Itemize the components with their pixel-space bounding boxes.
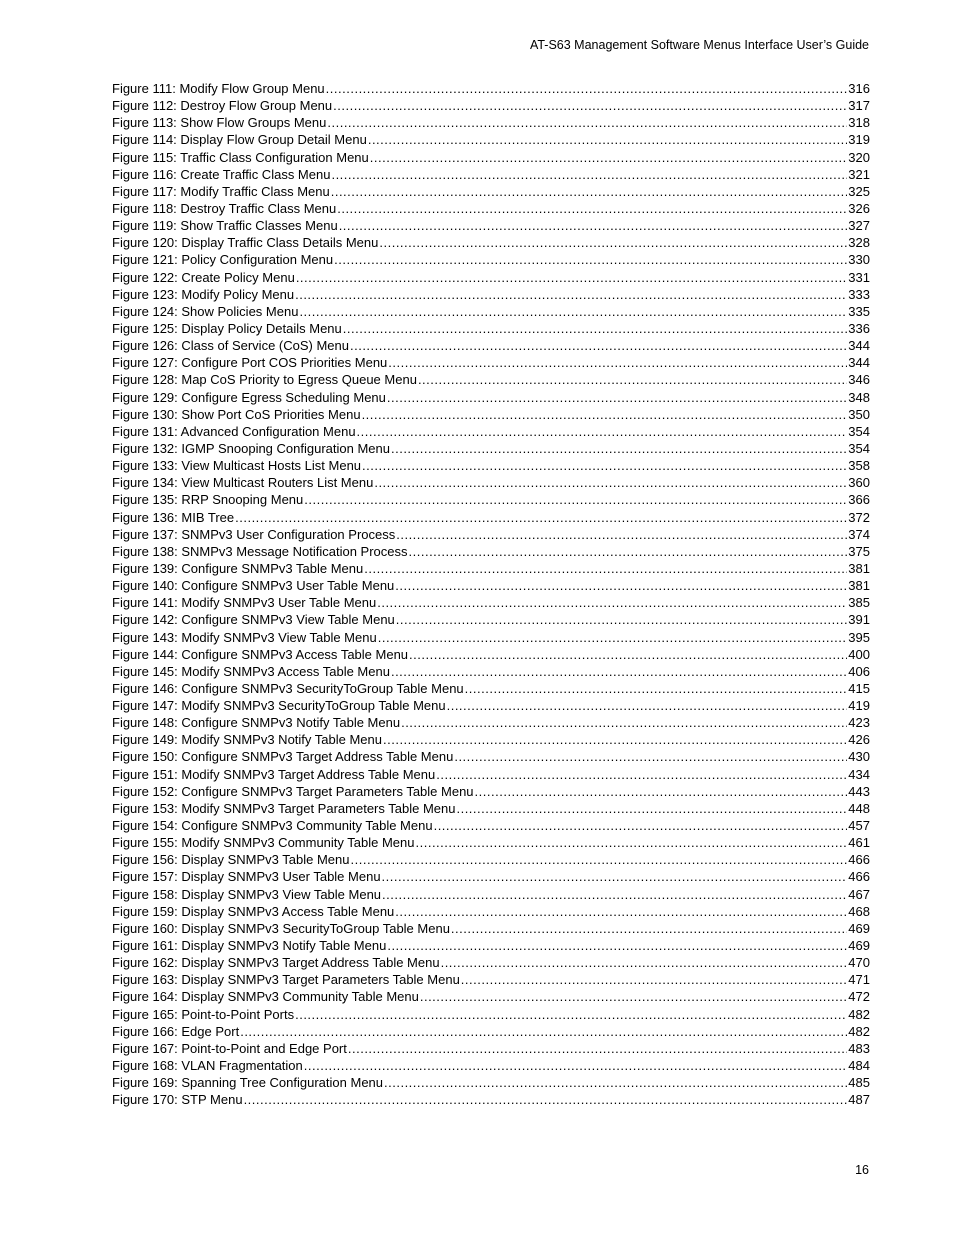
dot-leader <box>454 748 847 765</box>
toc-entry-label: Figure 124: Show Policies Menu <box>112 303 299 319</box>
dot-leader <box>348 1040 847 1057</box>
dot-leader <box>327 114 847 131</box>
toc-entry-label: Figure 133: View Multicast Hosts List Menu <box>112 458 362 474</box>
toc-entry-page: 471 <box>848 972 870 988</box>
toc-entry-page: 468 <box>848 903 870 919</box>
toc-entry-page: 344 <box>848 338 870 354</box>
toc-entry-page: 385 <box>848 595 870 611</box>
dot-leader <box>374 474 847 491</box>
toc-entry-label: Figure 144: Configure SNMPv3 Access Table Menu <box>112 646 409 662</box>
dot-leader <box>350 337 847 354</box>
toc-entry-page: 484 <box>848 1058 870 1074</box>
toc-entry[interactable] <box>112 217 870 234</box>
toc-entry[interactable] <box>112 1006 870 1023</box>
toc-entry[interactable] <box>112 423 870 440</box>
toc-entry-page: 366 <box>848 492 870 508</box>
toc-entry-page: 374 <box>848 526 870 542</box>
toc-entry-page: 391 <box>848 612 870 628</box>
dot-leader <box>409 543 848 560</box>
dot-leader <box>391 440 847 457</box>
toc-entry-label: Figure 148: Configure SNMPv3 Notify Table Menu <box>112 715 401 731</box>
page-number: 16 <box>855 1163 869 1177</box>
toc-entry-label: Figure 147: Modify SNMPv3 SecurityToGroup Table Menu <box>112 698 446 714</box>
toc-entry[interactable] <box>112 714 870 731</box>
list-of-figures <box>112 80 870 1108</box>
toc-entry-label: Figure 145: Modify SNMPv3 Access Table Menu <box>112 663 390 679</box>
toc-entry-page: 319 <box>848 132 870 148</box>
toc-entry-label: Figure 163: Display SNMPv3 Target Parameters Table Menu <box>112 972 460 988</box>
toc-entry-label: Figure 152: Configure SNMPv3 Target Parameters Table Menu <box>112 783 474 799</box>
toc-entry-page: 461 <box>848 835 870 851</box>
toc-entry-label: Figure 142: Configure SNMPv3 View Table Menu <box>112 612 395 628</box>
toc-entry-page: 466 <box>848 852 870 868</box>
toc-entry-label: Figure 143: Modify SNMPv3 View Table Menu <box>112 629 377 645</box>
dot-leader <box>364 560 847 577</box>
toc-entry-page: 326 <box>848 200 870 216</box>
dot-leader <box>396 611 848 628</box>
toc-entry-label: Figure 127: Configure Port COS Priorities Menu <box>112 355 388 371</box>
toc-entry-page: 482 <box>848 1023 870 1039</box>
toc-entry-page: 469 <box>848 920 870 936</box>
toc-entry[interactable] <box>112 663 870 680</box>
dot-leader <box>436 766 847 783</box>
toc-entry-label: Figure 135: RRP Snooping Menu <box>112 492 304 508</box>
toc-entry-page: 426 <box>848 732 870 748</box>
toc-entry-page: 381 <box>848 578 870 594</box>
toc-entry-page: 331 <box>848 269 870 285</box>
toc-entry[interactable] <box>112 509 870 526</box>
toc-entry-label: Figure 121: Policy Configuration Menu <box>112 252 334 268</box>
toc-entry[interactable] <box>112 783 870 800</box>
toc-entry[interactable] <box>112 748 870 765</box>
toc-entry-label: Figure 158: Display SNMPv3 View Table Menu <box>112 886 382 902</box>
toc-entry-label: Figure 167: Point-to-Point and Edge Port <box>112 1040 347 1056</box>
dot-leader <box>362 457 847 474</box>
toc-entry-label: Figure 134: View Multicast Routers List Menu <box>112 475 374 491</box>
toc-entry-label: Figure 146: Configure SNMPv3 SecurityToGroup Table Menu <box>112 680 464 696</box>
dot-leader <box>368 131 847 148</box>
toc-entry-page: 430 <box>848 749 870 765</box>
dot-leader <box>333 97 847 114</box>
toc-entry[interactable] <box>112 1023 870 1040</box>
dot-leader <box>388 354 847 371</box>
toc-entry-label: Figure 153: Modify SNMPv3 Target Parameters Table Menu <box>112 800 456 816</box>
toc-entry-label: Figure 131: Advanced Configuration Menu <box>112 423 356 439</box>
toc-entry-page: 472 <box>848 989 870 1005</box>
toc-entry-page: 381 <box>848 560 870 576</box>
dot-leader <box>299 303 847 320</box>
toc-entry-page: 375 <box>848 543 870 559</box>
toc-entry-label: Figure 141: Modify SNMPv3 User Table Menu <box>112 595 377 611</box>
toc-entry-page: 316 <box>848 81 870 96</box>
toc-entry-page: 318 <box>848 115 870 131</box>
toc-entry[interactable] <box>112 1091 870 1108</box>
toc-entry-label: Figure 166: Edge Port <box>112 1023 240 1039</box>
toc-entry-label: Figure 113: Show Flow Groups Menu <box>112 115 327 131</box>
toc-entry[interactable] <box>112 149 870 166</box>
dot-leader <box>331 183 848 200</box>
dot-leader <box>475 783 848 800</box>
toc-entry-label: Figure 116: Create Traffic Class Menu <box>112 166 331 182</box>
toc-entry[interactable] <box>112 200 870 217</box>
toc-entry[interactable] <box>112 543 870 560</box>
dot-leader <box>461 971 848 988</box>
toc-entry[interactable] <box>112 731 870 748</box>
toc-entry-page: 423 <box>848 715 870 731</box>
dot-leader <box>295 286 847 303</box>
toc-entry-page: 327 <box>848 218 870 234</box>
toc-entry[interactable] <box>112 389 870 406</box>
toc-entry[interactable] <box>112 166 870 183</box>
toc-entry[interactable] <box>112 1040 870 1057</box>
dot-leader <box>295 1006 847 1023</box>
toc-entry-page: 406 <box>848 663 870 679</box>
dot-leader <box>339 217 848 234</box>
toc-entry[interactable] <box>112 371 870 388</box>
toc-entry[interactable] <box>112 526 870 543</box>
toc-entry-page: 487 <box>848 1092 870 1108</box>
dot-leader <box>343 320 848 337</box>
toc-entry[interactable] <box>112 800 870 817</box>
dot-leader <box>334 251 847 268</box>
toc-entry-label: Figure 156: Display SNMPv3 Table Menu <box>112 852 350 868</box>
toc-entry-label: Figure 122: Create Policy Menu <box>112 269 295 285</box>
toc-entry-page: 434 <box>848 766 870 782</box>
toc-entry-label: Figure 130: Show Port CoS Priorities Menu <box>112 406 361 422</box>
dot-leader <box>326 80 848 97</box>
toc-entry-label: Figure 136: MIB Tree <box>112 509 235 525</box>
toc-entry-page: 372 <box>848 509 870 525</box>
toc-entry[interactable] <box>112 560 870 577</box>
dot-leader <box>244 1091 848 1108</box>
toc-entry-page: 346 <box>848 372 870 388</box>
toc-entry-label: Figure 126: Class of Service (CoS) Menu <box>112 338 349 354</box>
toc-entry-page: 325 <box>848 183 870 199</box>
toc-entry[interactable] <box>112 251 870 268</box>
toc-entry[interactable] <box>112 868 870 885</box>
dot-leader <box>418 371 847 388</box>
toc-entry[interactable] <box>112 971 870 988</box>
dot-leader <box>387 389 847 406</box>
toc-entry-label: Figure 117: Modify Traffic Class Menu <box>112 183 330 199</box>
toc-entry-page: 333 <box>848 286 870 302</box>
toc-entry-page: 336 <box>848 320 870 336</box>
toc-entry[interactable] <box>112 680 870 697</box>
toc-entry-label: Figure 159: Display SNMPv3 Access Table Menu <box>112 903 395 919</box>
dot-leader <box>382 886 847 903</box>
toc-entry[interactable] <box>112 354 870 371</box>
toc-entry[interactable] <box>112 886 870 903</box>
dot-leader <box>337 200 847 217</box>
toc-entry-page: 415 <box>848 680 870 696</box>
toc-entry-page: 344 <box>848 355 870 371</box>
dot-leader <box>396 526 847 543</box>
toc-entry-label: Figure 119: Show Traffic Classes Menu <box>112 218 338 234</box>
toc-entry-page: 457 <box>848 818 870 834</box>
dot-leader <box>357 423 848 440</box>
dot-leader <box>296 269 847 286</box>
toc-entry-label: Figure 128: Map CoS Priority to Egress Queue Menu <box>112 372 417 388</box>
toc-entry-page: 483 <box>848 1040 870 1056</box>
dot-leader <box>382 868 848 885</box>
dot-leader <box>451 920 847 937</box>
toc-entry-label: Figure 137: SNMPv3 User Configuration Process <box>112 526 396 542</box>
toc-entry[interactable] <box>112 491 870 508</box>
toc-entry[interactable] <box>112 834 870 851</box>
toc-entry-label: Figure 151: Modify SNMPv3 Target Address Table Menu <box>112 766 436 782</box>
dot-leader <box>235 509 847 526</box>
dot-leader <box>378 629 848 646</box>
toc-entry-page: 467 <box>848 886 870 902</box>
toc-entry-label: Figure 112: Destroy Flow Group Menu <box>112 98 333 114</box>
toc-entry-page: 335 <box>848 303 870 319</box>
toc-entry[interactable] <box>112 594 870 611</box>
dot-leader <box>409 646 847 663</box>
toc-entry-page: 470 <box>848 955 870 971</box>
toc-entry-page: 328 <box>848 235 870 251</box>
dot-leader <box>456 800 847 817</box>
toc-entry[interactable] <box>112 697 870 714</box>
toc-entry-page: 419 <box>848 698 870 714</box>
toc-entry-label: Figure 115: Traffic Class Configuration Menu <box>112 149 369 165</box>
toc-entry-label: Figure 129: Configure Egress Scheduling Menu <box>112 389 386 405</box>
toc-entry[interactable] <box>112 440 870 457</box>
toc-entry-label: Figure 169: Spanning Tree Configuration Menu <box>112 1075 384 1091</box>
toc-entry[interactable] <box>112 988 870 1005</box>
toc-entry-page: 354 <box>848 423 870 439</box>
toc-entry-page: 360 <box>848 475 870 491</box>
toc-entry-page: 320 <box>848 149 870 165</box>
toc-entry[interactable] <box>112 629 870 646</box>
toc-entry-label: Figure 120: Display Traffic Class Details Menu <box>112 235 379 251</box>
toc-entry-label: Figure 168: VLAN Fragmentation <box>112 1058 303 1074</box>
toc-entry-label: Figure 161: Display SNMPv3 Notify Table Menu <box>112 938 387 954</box>
dot-leader <box>416 834 848 851</box>
dot-leader <box>420 988 847 1005</box>
toc-entry[interactable] <box>112 131 870 148</box>
toc-entry-label: Figure 123: Modify Policy Menu <box>112 286 295 302</box>
toc-entry-label: Figure 160: Display SNMPv3 SecurityToGroup Table Menu <box>112 920 450 936</box>
toc-entry-label: Figure 149: Modify SNMPv3 Notify Table Menu <box>112 732 382 748</box>
toc-entry[interactable] <box>112 903 870 920</box>
toc-entry-label: Figure 150: Configure SNMPv3 Target Address Table Menu <box>112 749 454 765</box>
dot-leader <box>384 1074 847 1091</box>
toc-entry-label: Figure 154: Configure SNMPv3 Community Table Menu <box>112 818 433 834</box>
toc-entry[interactable] <box>112 1074 870 1091</box>
toc-entry[interactable] <box>112 577 870 594</box>
toc-entry-label: Figure 164: Display SNMPv3 Community Table Menu <box>112 989 419 1005</box>
toc-entry-page: 482 <box>848 1006 870 1022</box>
toc-entry-label: Figure 125: Display Policy Details Menu <box>112 320 342 336</box>
dot-leader <box>240 1023 847 1040</box>
toc-entry-page: 395 <box>848 629 870 645</box>
dot-leader <box>465 680 848 697</box>
toc-entry-page: 443 <box>848 783 870 799</box>
dot-leader <box>379 234 847 251</box>
dot-leader <box>377 594 847 611</box>
toc-entry[interactable] <box>112 457 870 474</box>
toc-entry[interactable] <box>112 269 870 286</box>
toc-entry[interactable] <box>112 286 870 303</box>
toc-entry-label: Figure 155: Modify SNMPv3 Community Table Menu <box>112 835 415 851</box>
toc-entry-label: Figure 140: Configure SNMPv3 User Table Menu <box>112 578 395 594</box>
toc-entry[interactable] <box>112 320 870 337</box>
dot-leader <box>401 714 847 731</box>
toc-entry-label: Figure 118: Destroy Traffic Class Menu <box>112 200 337 216</box>
toc-entry-page: 330 <box>848 252 870 268</box>
toc-entry-page: 354 <box>848 440 870 456</box>
dot-leader <box>304 491 847 508</box>
dot-leader <box>383 731 847 748</box>
running-header: AT-S63 Management Software Menus Interface User’s Guide <box>529 38 869 52</box>
toc-entry[interactable] <box>112 183 870 200</box>
toc-entry-page: 485 <box>848 1075 870 1091</box>
toc-entry[interactable] <box>112 646 870 663</box>
toc-entry-label: Figure 111: Modify Flow Group Menu <box>112 81 325 96</box>
dot-leader <box>395 577 847 594</box>
toc-entry-label: Figure 139: Configure SNMPv3 Table Menu <box>112 560 364 576</box>
toc-entry[interactable] <box>112 474 870 491</box>
toc-entry[interactable] <box>112 920 870 937</box>
toc-entry-page: 466 <box>848 869 870 885</box>
toc-entry[interactable] <box>112 954 870 971</box>
toc-entry-page: 358 <box>848 458 870 474</box>
toc-entry-page: 321 <box>848 166 870 182</box>
toc-entry[interactable] <box>112 851 870 868</box>
toc-entry-label: Figure 157: Display SNMPv3 User Table Menu <box>112 869 381 885</box>
toc-entry-label: Figure 132: IGMP Snooping Configuration Menu <box>112 440 390 456</box>
dot-leader <box>351 851 848 868</box>
toc-entry[interactable] <box>112 97 870 114</box>
dot-leader <box>370 149 848 166</box>
toc-entry[interactable] <box>112 80 870 97</box>
dot-leader <box>395 903 847 920</box>
dot-leader <box>441 954 848 971</box>
dot-leader <box>391 663 847 680</box>
toc-entry-page: 350 <box>848 406 870 422</box>
dot-leader <box>387 937 847 954</box>
toc-entry-label: Figure 138: SNMPv3 Message Notification Process <box>112 543 408 559</box>
toc-entry[interactable] <box>112 406 870 423</box>
dot-leader <box>434 817 848 834</box>
toc-entry[interactable] <box>112 611 870 628</box>
toc-entry-page: 448 <box>848 800 870 816</box>
toc-entry[interactable] <box>112 937 870 954</box>
dot-leader <box>331 166 847 183</box>
dot-leader <box>447 697 848 714</box>
toc-entry-label: Figure 165: Point-to-Point Ports <box>112 1006 295 1022</box>
dot-leader <box>362 406 848 423</box>
toc-entry-page: 317 <box>848 98 870 114</box>
toc-entry-page: 469 <box>848 938 870 954</box>
toc-entry[interactable] <box>112 337 870 354</box>
toc-entry[interactable] <box>112 766 870 783</box>
toc-entry[interactable] <box>112 234 870 251</box>
toc-entry-page: 348 <box>848 389 870 405</box>
toc-entry[interactable] <box>112 303 870 320</box>
toc-entry[interactable] <box>112 1057 870 1074</box>
toc-entry-page: 400 <box>848 646 870 662</box>
toc-entry-label: Figure 170: STP Menu <box>112 1092 243 1108</box>
toc-entry[interactable] <box>112 114 870 131</box>
toc-entry-label: Figure 162: Display SNMPv3 Target Address Table Menu <box>112 955 440 971</box>
toc-entry-label: Figure 114: Display Flow Group Detail Menu <box>112 132 367 148</box>
toc-entry[interactable] <box>112 817 870 834</box>
dot-leader <box>304 1057 848 1074</box>
